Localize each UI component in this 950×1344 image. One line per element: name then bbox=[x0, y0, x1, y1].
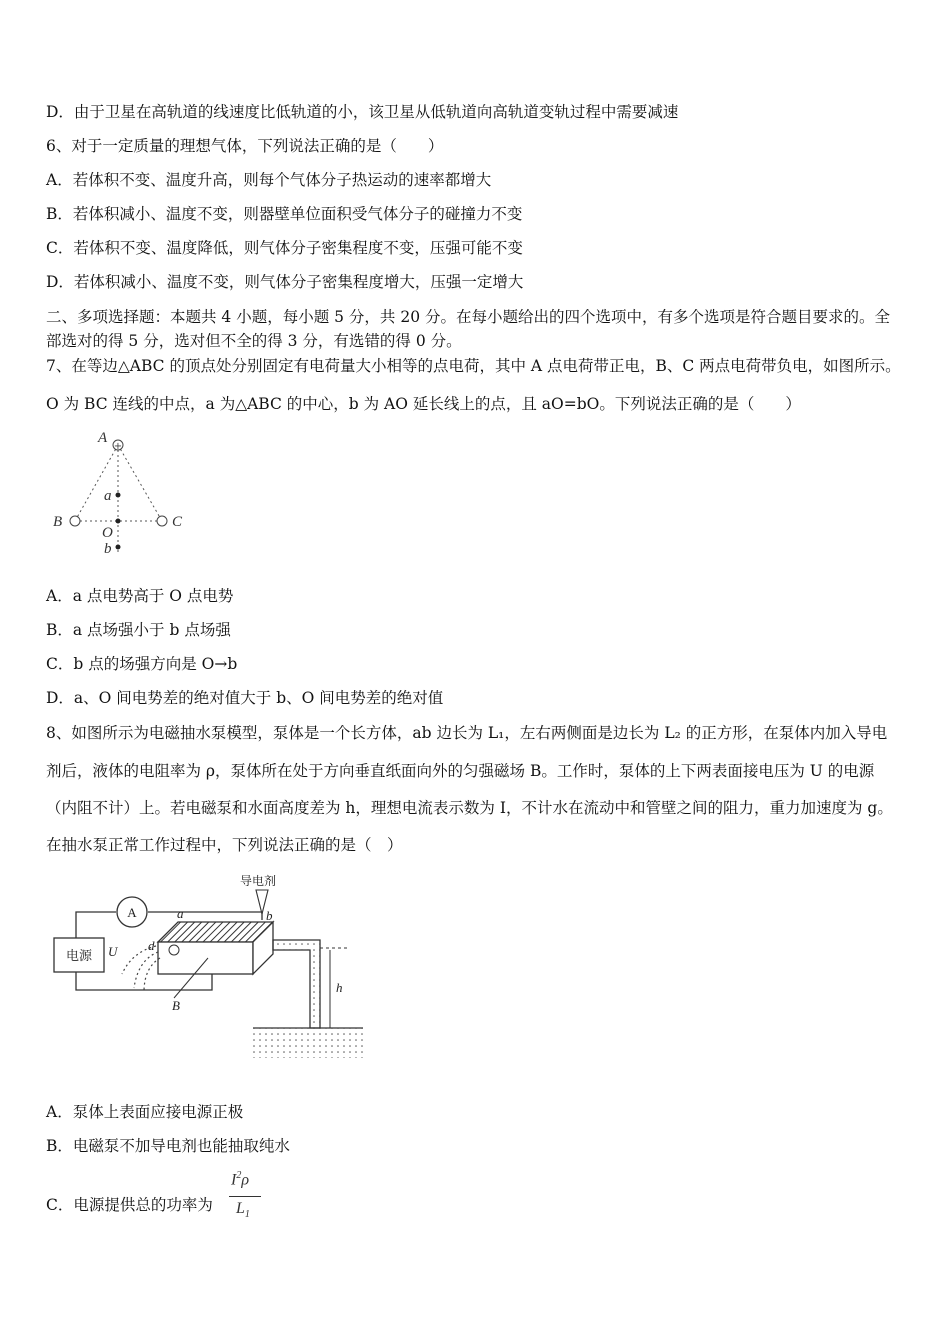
power-formula bbox=[227, 1170, 267, 1226]
label-a: a bbox=[177, 906, 184, 921]
edge-ab bbox=[75, 445, 118, 521]
plus-sign: + bbox=[113, 441, 123, 452]
q7-option-a: A．a 点电势高于 O 点电势 bbox=[46, 587, 234, 605]
water-reservoir bbox=[253, 1028, 363, 1058]
q8-option-a: A．泵体上表面应接电源正极 bbox=[46, 1103, 244, 1121]
formula-numerator: $I^2\rho$ bbox=[231, 1170, 250, 1189]
charge-c-circle bbox=[157, 516, 167, 526]
formula-denominator: $L_1$ bbox=[236, 1200, 250, 1221]
q8-stem-line1: 8、如图所示为电磁抽水泵模型，泵体是一个长方体，ab 边长为 L₁，左右两侧面是边长为 L₂ 的正方形，在泵体内加入导电 bbox=[46, 724, 888, 742]
q6-option-d: D．若体积减小、温度不变，则气体分子密集程度增大，压强一定增大 bbox=[46, 273, 524, 291]
label-O: O bbox=[102, 525, 113, 541]
q7-option-b: B．a 点场强小于 b 点场强 bbox=[46, 621, 231, 639]
q7-option-c: C．b 点的场强方向是 O→b bbox=[46, 655, 238, 673]
q6-option-a: A．若体积不变、温度升高，则每个气体分子热运动的速率都增大 bbox=[46, 171, 492, 189]
ammeter-label: A bbox=[127, 905, 137, 920]
q8-stem-line3: （内阻不计）上。若电磁泵和水面高度差为 h，理想电流表示数为 I，不计水在流动中和管壁之间的阻力，重力加速度为 g。 bbox=[46, 799, 893, 817]
label-A: A bbox=[98, 430, 108, 446]
label-B: B bbox=[53, 514, 63, 530]
q6-option-b: B．若体积减小、温度不变，则器壁单位面积受气体分子的碰撞力不变 bbox=[46, 205, 523, 223]
spray-stream-1 bbox=[134, 952, 158, 988]
height-label: h bbox=[336, 980, 343, 995]
label-C: C bbox=[172, 514, 183, 530]
label-b: b bbox=[266, 908, 273, 923]
q7-triangle-figure bbox=[48, 425, 198, 565]
q7-option-d: D．a、O 间电势差的绝对值大于 b、O 间电势差的绝对值 bbox=[46, 689, 444, 707]
q8-pump-figure bbox=[48, 870, 378, 1065]
q8-option-b: B．电磁泵不加导电剂也能抽取纯水 bbox=[46, 1137, 290, 1155]
wire-top-left bbox=[76, 912, 116, 938]
q6-stem: 6、对于一定质量的理想气体，下列说法正确的是（ ） bbox=[46, 137, 444, 155]
q8-stem-line4: 在抽水泵正常工作过程中，下列说法正确的是（ ） bbox=[46, 836, 403, 854]
point-a-dot bbox=[116, 493, 121, 498]
q6-option-c: C．若体积不变、温度降低，则气体分子密集程度不变，压强可能不变 bbox=[46, 239, 523, 257]
q8-stem-line2: 剂后，液体的电阻率为 ρ，泵体所在处于方向垂直纸面向外的匀强磁场 B。工作时，泵体的上下两表面接电压为 U 的电源 bbox=[46, 762, 875, 780]
q7-stem-line1: 7、在等边△ABC 的顶点处分别固定有电荷量大小相等的点电荷，其中 A 点电荷带正电，B、C 两点电荷带负电，如图所示。 bbox=[46, 357, 901, 375]
section2-heading-line2: 部选对的得 5 分，选对但不全的得 3 分，有选错的得 0 分。 bbox=[46, 332, 462, 350]
fraction-bar bbox=[229, 1196, 261, 1197]
voltage-label: U bbox=[108, 944, 118, 959]
label-b: b bbox=[104, 541, 112, 557]
conductive-agent-label: 导电剂 bbox=[240, 874, 277, 888]
edge-ac bbox=[118, 445, 162, 521]
outlet-pipe bbox=[273, 940, 320, 1028]
charge-b-circle bbox=[70, 516, 80, 526]
q8-option-c: C．电源提供总的功率为 bbox=[46, 1196, 213, 1214]
q7-stem-line2: O 为 BC 连线的中点，a 为△ABC 的中心，b 为 AO 延长线上的点，且 aO=bO。下列说法正确的是（ ） bbox=[46, 395, 801, 413]
wire-top-right bbox=[148, 912, 262, 920]
q5-option-d: D．由于卫星在高轨道的线速度比低轨道的小，该卫星从低轨道向高轨道变轨过程中需要减速 bbox=[46, 103, 679, 121]
pump-front-face bbox=[158, 942, 253, 974]
power-source-label: 电源 bbox=[65, 949, 93, 964]
label-d: d bbox=[148, 938, 155, 953]
point-b-dot bbox=[116, 545, 121, 550]
label-field-B: B bbox=[172, 998, 180, 1013]
point-o-dot bbox=[116, 519, 121, 524]
label-a: a bbox=[104, 488, 112, 504]
section2-heading-line1: 二、多项选择题：本题共 4 小题，每小题 5 分，共 20 分。在每小题给出的四个选项中，有多个选项是符合题目要求的。全 bbox=[46, 308, 891, 326]
